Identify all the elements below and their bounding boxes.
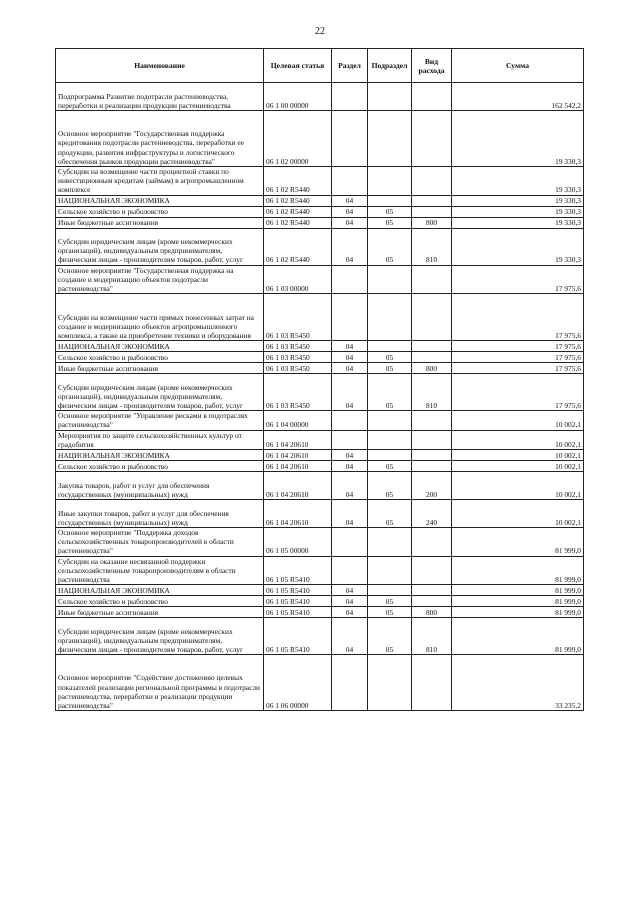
- row-amount: 33 235,2: [452, 655, 584, 711]
- row-subsection: [368, 450, 412, 461]
- table-row: [56, 411, 584, 430]
- row-exp-type: [412, 167, 452, 196]
- row-target: 06 1 05 R5410: [264, 596, 332, 607]
- row-amount: 17 975,6: [452, 265, 584, 294]
- row-section: 04: [332, 472, 368, 500]
- row-name: Субсидии юридическим лицам (кроме некоммерческих организаций), индивидуальным предпринимателям, физическим лицам - производителям товаров, работ, услуг: [56, 618, 264, 655]
- row-subsection: [368, 556, 412, 585]
- header-exp-type: Вид расхода: [412, 49, 452, 83]
- table-row: [56, 341, 584, 352]
- row-target: 06 1 02 R5440: [264, 217, 332, 228]
- row-subsection: 05: [368, 228, 412, 265]
- row-subsection: [368, 528, 412, 557]
- row-amount: 17 975,6: [452, 352, 584, 363]
- table-row: [56, 618, 584, 655]
- row-target: 06 1 03 R5450: [264, 341, 332, 352]
- row-exp-type: [412, 352, 452, 363]
- row-subsection: [368, 585, 412, 596]
- row-target: 06 1 02 R5440: [264, 195, 332, 206]
- row-name: Субсидии на возмещение части процентной ставки по инвестиционным кредитам (займам) в агропромышленном комплексе: [56, 167, 264, 196]
- row-exp-type: [412, 596, 452, 607]
- row-exp-type: [412, 450, 452, 461]
- row-exp-type: [412, 461, 452, 472]
- row-target: 06 1 05 R5410: [264, 556, 332, 585]
- row-amount: 19 330,3: [452, 167, 584, 196]
- table-row: [56, 374, 584, 411]
- row-exp-type: [412, 585, 452, 596]
- row-target: 06 1 04 00000: [264, 411, 332, 430]
- row-amount: 17 975,6: [452, 374, 584, 411]
- row-amount: 19 330,3: [452, 111, 584, 167]
- table-row: [56, 461, 584, 472]
- row-name: Субсидии юридическим лицам (кроме некоммерческих организаций), индивидуальным предпринимателям, физическим лицам - производителям товаров, работ, услуг: [56, 374, 264, 411]
- row-exp-type: [412, 430, 452, 449]
- row-subsection: [368, 411, 412, 430]
- row-name: Иные бюджетные ассигнования: [56, 217, 264, 228]
- row-target: 06 1 02 R5440: [264, 167, 332, 196]
- row-subsection: 05: [368, 596, 412, 607]
- row-subsection: [368, 655, 412, 711]
- row-amount: 81 999,0: [452, 528, 584, 557]
- row-exp-type: 810: [412, 374, 452, 411]
- row-section: 04: [332, 352, 368, 363]
- row-amount: 17 975,6: [452, 341, 584, 352]
- row-amount: 162 542,2: [452, 83, 584, 111]
- table-row: [56, 228, 584, 265]
- row-exp-type: 200: [412, 472, 452, 500]
- table-row: [56, 528, 584, 557]
- page-number: 22: [315, 26, 325, 37]
- row-section: [332, 167, 368, 196]
- row-amount: 10 002,1: [452, 461, 584, 472]
- row-section: [332, 111, 368, 167]
- row-target: 06 1 03 R5450: [264, 363, 332, 374]
- table-row: [56, 607, 584, 618]
- row-exp-type: 800: [412, 217, 452, 228]
- row-subsection: 05: [368, 352, 412, 363]
- row-name: Сельское хозяйство и рыболовство: [56, 461, 264, 472]
- row-subsection: 05: [368, 607, 412, 618]
- row-name: Субсидии на возмещение части прямых понесенных затрат на создание и модернизацию объектов агропромышленного комплекса, а также на приобретение техники и оборудования: [56, 294, 264, 341]
- row-target: 06 1 02 R5440: [264, 206, 332, 217]
- row-amount: 10 002,1: [452, 411, 584, 430]
- row-section: [332, 528, 368, 557]
- row-name: Субсидии юридическим лицам (кроме некоммерческих организаций), индивидуальным предпринимателям, физическим лицам - производителям товаров, работ, услуг: [56, 228, 264, 265]
- row-name: Иные бюджетные ассигнования: [56, 363, 264, 374]
- row-exp-type: [412, 206, 452, 217]
- row-section: 04: [332, 228, 368, 265]
- row-target: 06 1 04 20610: [264, 450, 332, 461]
- row-amount: 17 975,6: [452, 363, 584, 374]
- row-section: [332, 556, 368, 585]
- row-subsection: [368, 83, 412, 111]
- row-exp-type: 240: [412, 500, 452, 528]
- row-exp-type: [412, 528, 452, 557]
- table-row: [56, 450, 584, 461]
- row-name: Иные бюджетные ассигнования: [56, 607, 264, 618]
- row-exp-type: 800: [412, 363, 452, 374]
- row-name: НАЦИОНАЛЬНАЯ ЭКОНОМИКА: [56, 585, 264, 596]
- row-target: 06 1 05 R5410: [264, 607, 332, 618]
- row-section: [332, 430, 368, 449]
- table-row: [56, 596, 584, 607]
- row-exp-type: 800: [412, 607, 452, 618]
- row-target: 06 1 03 R5450: [264, 352, 332, 363]
- table-row: [56, 430, 584, 449]
- row-subsection: [368, 167, 412, 196]
- row-section: 04: [332, 374, 368, 411]
- row-section: [332, 265, 368, 294]
- row-target: 06 1 00 00000: [264, 83, 332, 111]
- row-exp-type: [412, 341, 452, 352]
- table-row: [56, 111, 584, 167]
- row-target: 06 1 04 20610: [264, 461, 332, 472]
- row-amount: 10 002,1: [452, 500, 584, 528]
- row-section: 04: [332, 461, 368, 472]
- row-section: 04: [332, 607, 368, 618]
- row-subsection: 05: [368, 363, 412, 374]
- row-exp-type: 810: [412, 228, 452, 265]
- row-target: 06 1 04 20610: [264, 430, 332, 449]
- table-row: [56, 363, 584, 374]
- row-name: Основное мероприятие "Государственная поддержка на создание и модернизацию объектов подотрасли растениеводства": [56, 265, 264, 294]
- row-target: 06 1 04 20610: [264, 472, 332, 500]
- row-target: 06 1 05 00000: [264, 528, 332, 557]
- row-subsection: 05: [368, 461, 412, 472]
- table-row: [56, 294, 584, 341]
- row-subsection: [368, 265, 412, 294]
- row-target: 06 1 03 R5450: [264, 374, 332, 411]
- row-target: 06 1 03 R5450: [264, 294, 332, 341]
- row-subsection: [368, 430, 412, 449]
- row-section: 04: [332, 363, 368, 374]
- row-subsection: 05: [368, 206, 412, 217]
- table-row: [56, 500, 584, 528]
- row-target: 06 1 05 R5410: [264, 585, 332, 596]
- row-amount: 81 999,0: [452, 607, 584, 618]
- row-amount: 10 002,1: [452, 450, 584, 461]
- header-target: Целевая статья: [264, 49, 332, 83]
- row-exp-type: [412, 411, 452, 430]
- row-target: 06 1 06 00000: [264, 655, 332, 711]
- table-row: [56, 167, 584, 196]
- header-subsection: Подраздел: [368, 49, 412, 83]
- row-name: Сельское хозяйство и рыболовство: [56, 352, 264, 363]
- row-subsection: [368, 195, 412, 206]
- row-subsection: 05: [368, 500, 412, 528]
- row-section: [332, 411, 368, 430]
- row-exp-type: [412, 83, 452, 111]
- row-section: [332, 655, 368, 711]
- table-row: [56, 206, 584, 217]
- row-exp-type: [412, 195, 452, 206]
- table-row: [56, 195, 584, 206]
- row-subsection: 05: [368, 618, 412, 655]
- row-section: 04: [332, 341, 368, 352]
- row-subsection: 05: [368, 217, 412, 228]
- row-exp-type: [412, 655, 452, 711]
- row-subsection: 05: [368, 472, 412, 500]
- row-section: [332, 294, 368, 341]
- row-amount: 19 330,3: [452, 228, 584, 265]
- row-amount: 81 999,0: [452, 596, 584, 607]
- table-row: [56, 265, 584, 294]
- row-amount: 10 002,1: [452, 430, 584, 449]
- row-amount: 19 330,3: [452, 206, 584, 217]
- table-row: [56, 472, 584, 500]
- row-name: НАЦИОНАЛЬНАЯ ЭКОНОМИКА: [56, 450, 264, 461]
- row-subsection: [368, 341, 412, 352]
- row-subsection: 05: [368, 374, 412, 411]
- row-amount: 10 002,1: [452, 472, 584, 500]
- row-section: [332, 83, 368, 111]
- row-target: 06 1 05 R5410: [264, 618, 332, 655]
- row-name: НАЦИОНАЛЬНАЯ ЭКОНОМИКА: [56, 195, 264, 206]
- row-section: 04: [332, 618, 368, 655]
- row-name: Субсидии на оказание несвязанной поддержки сельскохозяйственным товаропроизводителям в области растениеводства: [56, 556, 264, 585]
- table-row: [56, 655, 584, 711]
- row-name: Основное мероприятие "Содействие достижению целевых показателей реализации региональной программы в подотрасли растениеводства, переработки и реализации продукции растениеводства": [56, 655, 264, 711]
- row-subsection: [368, 111, 412, 167]
- row-name: НАЦИОНАЛЬНАЯ ЭКОНОМИКА: [56, 341, 264, 352]
- row-target: 06 1 03 00000: [264, 265, 332, 294]
- row-name: Закупка товаров, работ и услуг для обеспечения государственных (муниципальных) нужд: [56, 472, 264, 500]
- table-row: [56, 556, 584, 585]
- row-subsection: [368, 294, 412, 341]
- row-exp-type: [412, 111, 452, 167]
- row-name: Основное мероприятие "Государственная поддержка кредитования подотрасли растениеводства, переработки ее продукции, развития инфраструктуры и логистического обеспечения рынков продукции растениеводства": [56, 111, 264, 167]
- row-amount: 19 330,3: [452, 195, 584, 206]
- row-name: Основное мероприятие "Управление рисками в подотраслях растениеводства": [56, 411, 264, 430]
- row-amount: 19 330,3: [452, 217, 584, 228]
- row-target: 06 1 04 20610: [264, 500, 332, 528]
- table-row: [56, 352, 584, 363]
- table-row: [56, 217, 584, 228]
- header-amount: Сумма: [452, 49, 584, 83]
- row-name: Мероприятия по защите сельскохозяйственных культур от градобития: [56, 430, 264, 449]
- row-amount: 17 975,6: [452, 294, 584, 341]
- header-name: Наименование: [56, 49, 264, 83]
- row-name: Подпрограмма Развитие подотрасли растениеводства, переработки и реализации продукции растениеводства: [56, 83, 264, 111]
- row-target: 06 1 02 00000: [264, 111, 332, 167]
- row-section: 04: [332, 450, 368, 461]
- row-name: Основное мероприятие "Поддержка доходов сельскохозяйственных товаропроизводителей в области растениеводства": [56, 528, 264, 557]
- row-name: Сельское хозяйство и рыболовство: [56, 596, 264, 607]
- table-header-row: [56, 49, 584, 83]
- row-exp-type: [412, 294, 452, 341]
- row-exp-type: [412, 556, 452, 585]
- row-name: Сельское хозяйство и рыболовство: [56, 206, 264, 217]
- row-section: 04: [332, 500, 368, 528]
- row-target: 06 1 02 R5440: [264, 228, 332, 265]
- table-row: [56, 83, 584, 111]
- table-row: [56, 585, 584, 596]
- row-section: 04: [332, 217, 368, 228]
- row-amount: 81 999,0: [452, 585, 584, 596]
- row-section: 04: [332, 596, 368, 607]
- row-exp-type: 810: [412, 618, 452, 655]
- header-section: Раздел: [332, 49, 368, 83]
- budget-table: [55, 48, 584, 711]
- row-section: 04: [332, 206, 368, 217]
- row-exp-type: [412, 265, 452, 294]
- row-amount: 81 999,0: [452, 556, 584, 585]
- row-name: Иные закупки товаров, работ и услуг для обеспечения государственных (муниципальных) нужд: [56, 500, 264, 528]
- row-amount: 81 999,0: [452, 618, 584, 655]
- row-section: 04: [332, 585, 368, 596]
- row-section: 04: [332, 195, 368, 206]
